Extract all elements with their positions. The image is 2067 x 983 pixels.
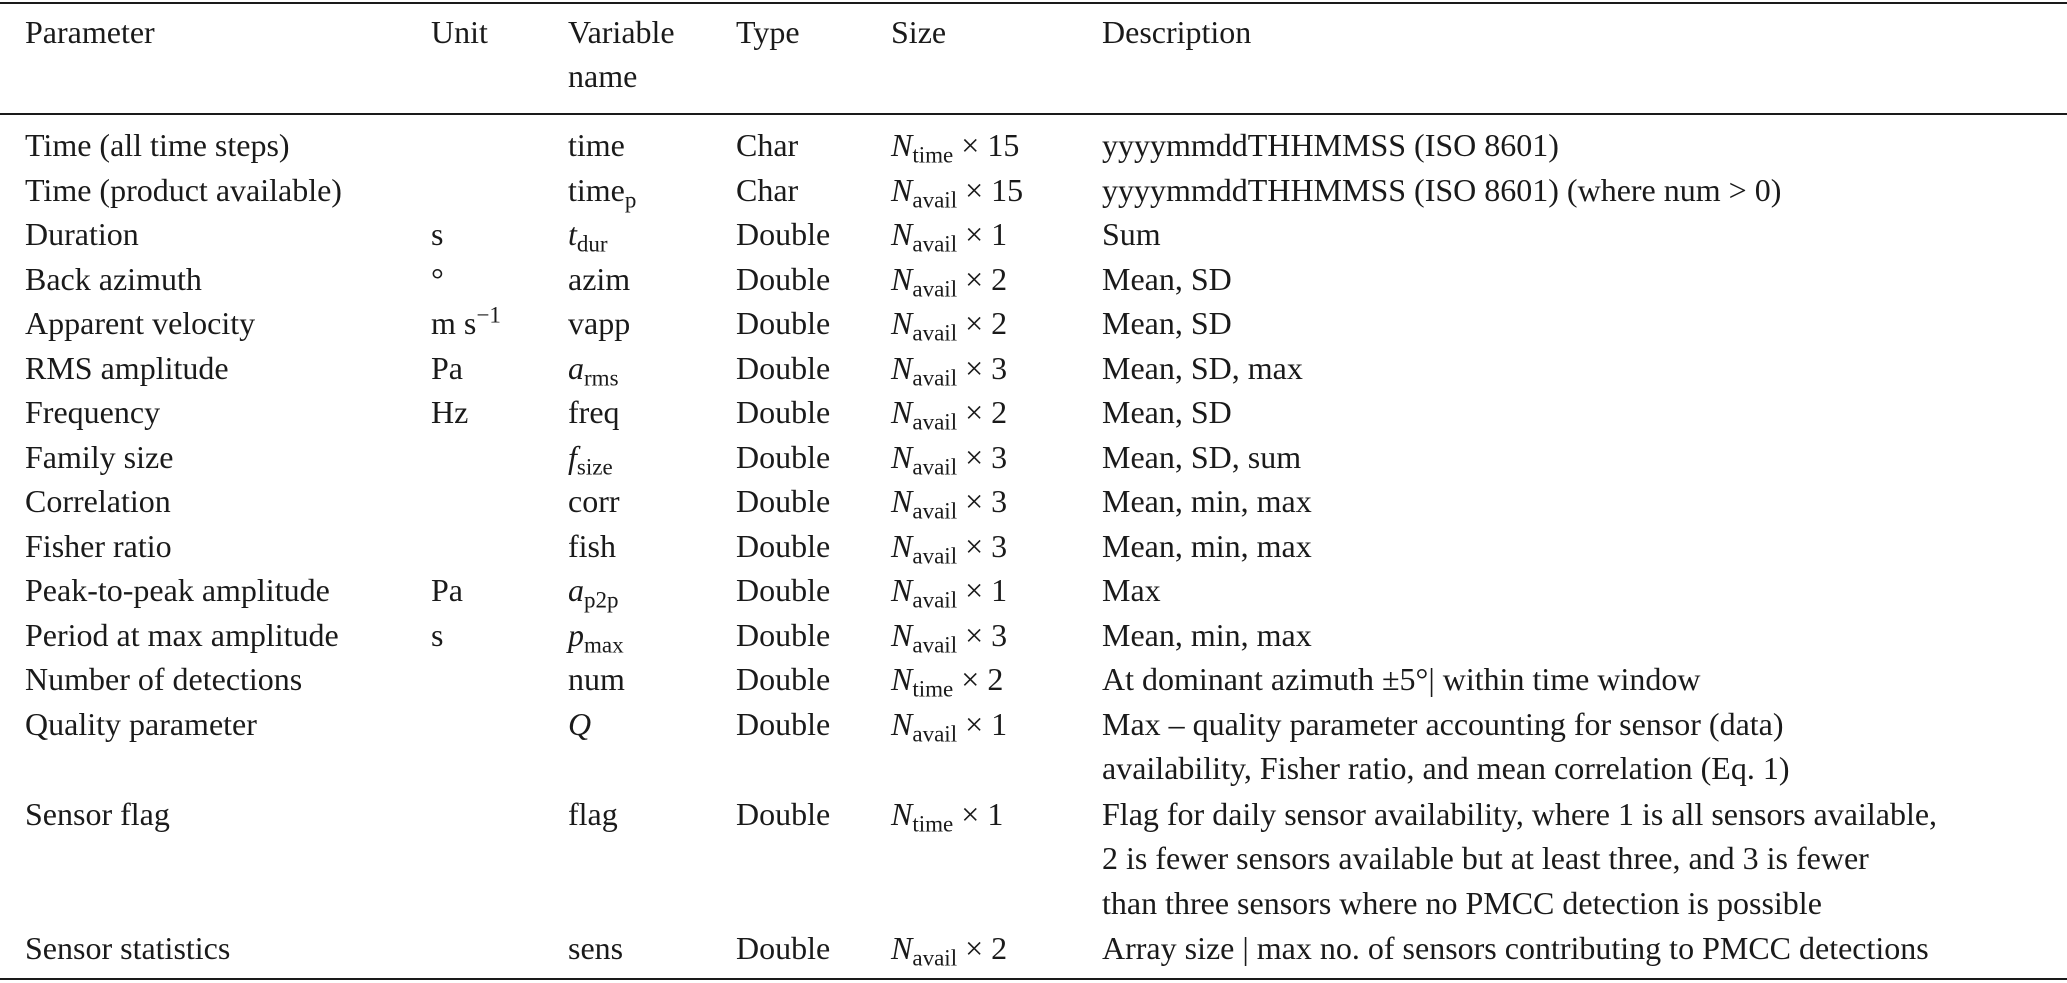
table-row [0,168,2067,213]
size-dimension: × 3 [957,483,1008,519]
cell-description: Mean, SD [1102,394,1232,430]
variable-symbol: freq [568,394,620,430]
cell-type: Double [736,527,831,564]
cell-type: Double [736,705,831,742]
cell-type: Double [736,483,831,519]
table-row [0,390,2067,435]
size-dimension: × 15 [953,127,1020,163]
size-subscript: avail [912,630,958,657]
cell-size [891,926,1007,970]
table-row [0,212,2067,257]
size-symbol: N [891,705,913,742]
cell-size [891,568,1007,612]
table-bottom-rule [0,978,2067,980]
size-subscript: avail [912,230,958,257]
cell-size [891,702,1007,746]
variable-symbol: fish [568,527,616,564]
size-dimension: × 2 [957,305,1008,341]
cell-description: than three sensors where no PMCC detection is possible [1102,884,1822,921]
size-subscript: time [912,675,954,702]
cell-parameter: Back azimuth [25,260,202,297]
cell-unit [431,390,468,434]
cell-parameter: Quality parameter [25,705,257,742]
variable-symbol: sens [568,930,624,966]
cell-type: Double [736,260,831,297]
cell-parameter: Period at max amplitude [25,616,339,653]
size-dimension: × 3 [957,349,1008,386]
size-subscript: avail [912,185,958,212]
cell-type: Double [736,661,831,697]
size-dimension: × 1 [957,216,1008,252]
size-dimension: × 15 [957,171,1024,208]
size-dimension: × 1 [953,795,1004,832]
variable-symbol: a [568,349,584,386]
cell-parameter: Apparent velocity [25,305,256,341]
variable-symbol: time [568,127,625,163]
cell-parameter: Family size [25,438,174,475]
variable-symbol: p [568,616,584,653]
cell-type: Double [736,216,831,252]
table-row [0,524,2067,569]
cell-size [891,123,1019,167]
size-subscript: time [912,141,954,168]
cell-description: Mean, min, max [1102,483,1312,519]
cell-size [891,524,1007,568]
cell-variable-name [568,568,619,612]
cell-size [891,435,1007,479]
unit-text: Pa [431,349,463,386]
header-unit: Unit [431,14,488,50]
table-row [0,613,2067,658]
cell-description: Mean, min, max [1102,527,1312,564]
cell-description: Max [1102,572,1161,608]
table-top-rule [0,2,2067,4]
cell-type: Double [736,616,831,653]
variable-subscript: size [576,452,613,479]
cell-size [891,168,1023,212]
cell-description: Mean, SD [1102,305,1232,341]
cell-parameter: Fisher ratio [25,527,172,564]
cell-size [891,257,1007,301]
cell-description: availability, Fisher ratio, and mean correlation (Eq. 1) [1102,750,1790,786]
header-description: Description [1102,14,1252,50]
variable-subscript: dur [576,230,608,257]
size-symbol: N [891,572,913,608]
cell-variable-name [568,926,623,970]
unit-text: s [431,216,444,252]
cell-parameter: Duration [25,216,139,252]
size-subscript: avail [912,497,958,524]
header-size: Size [891,14,947,50]
cell-size [891,613,1007,657]
cell-parameter: Sensor flag [25,795,170,832]
cell-size [891,479,1007,523]
cell-variable-name [568,702,591,746]
cell-description: 2 is fewer sensors available but at least three, and 3 is fewer [1102,840,1869,876]
cell-size [891,212,1007,256]
cell-description: Mean, SD [1102,260,1232,297]
cell-size [891,346,1007,390]
table-row [0,792,2067,926]
size-symbol: N [891,260,913,297]
table-row [0,123,2067,168]
size-symbol: N [891,171,913,208]
table-row [0,568,2067,613]
cell-variable-name [568,212,608,256]
cell-variable-name [568,479,620,523]
size-subscript: avail [912,586,958,613]
size-subscript: avail [912,944,958,971]
cell-parameter: Number of detections [25,661,303,697]
size-subscript: avail [912,719,958,746]
size-symbol: N [891,527,913,564]
table-row [0,657,2067,702]
variable-symbol: vapp [568,305,631,341]
size-dimension: × 3 [957,616,1008,653]
size-dimension: × 2 [957,394,1008,430]
cell-variable-name [568,613,624,657]
cell-size [891,301,1007,345]
size-symbol: N [891,305,913,341]
table-row [0,702,2067,791]
cell-type: Double [736,438,831,475]
cell-unit [431,301,501,345]
size-dimension: × 3 [957,527,1008,564]
cell-parameter: Time (product available) [25,171,342,208]
variable-symbol: Q [568,705,592,742]
cell-parameter: Frequency [25,394,161,430]
unit-text: m s [431,305,477,341]
table-row [0,479,2067,524]
cell-size [891,792,1003,836]
cell-description: Max – quality parameter accounting for sensor (data) [1102,705,1784,742]
cell-variable-name [568,657,625,701]
table-header [0,10,2067,110]
table-row [0,301,2067,346]
size-dimension: × 2 [957,930,1008,966]
variable-symbol: azim [568,260,631,297]
cell-description: At dominant azimuth ±5°| within time window [1102,661,1701,697]
variable-subscript: p2p [584,586,619,613]
cell-description: Mean, SD, sum [1102,438,1302,475]
cell-variable-name [568,301,630,345]
cell-size [891,657,1003,701]
cell-type: Char [736,127,799,163]
variable-symbol: num [568,661,625,697]
size-dimension: × 1 [957,705,1008,742]
size-subscript: avail [912,408,958,435]
size-symbol: N [891,616,913,653]
cell-variable-name [568,435,613,479]
size-subscript: avail [912,452,958,479]
size-subscript: avail [912,363,958,390]
cell-variable-name [568,390,620,434]
size-symbol: N [891,930,913,966]
cell-variable-name [568,524,616,568]
cell-variable-name [568,257,630,301]
unit-text: Hz [431,394,469,430]
cell-type: Double [736,795,831,832]
cell-description: Mean, min, max [1102,616,1312,653]
table-row [0,435,2067,480]
cell-unit [431,568,463,612]
variable-symbol: f [568,438,577,475]
variable-subscript: rms [584,363,619,390]
cell-variable-name [568,346,619,390]
variable-symbol: flag [568,795,618,832]
variable-subscript: max [584,630,624,657]
cell-parameter: Peak-to-peak amplitude [25,572,330,608]
cell-description: Mean, SD, max [1102,349,1303,386]
cell-type: Double [736,349,831,386]
cell-unit [431,346,463,390]
size-subscript: avail [912,541,958,568]
size-symbol: N [891,483,913,519]
table-row [0,926,2067,971]
cell-unit [431,212,443,256]
variable-symbol: t [568,216,577,252]
variable-symbol: time [568,171,625,208]
size-subscript: avail [912,274,958,301]
cell-parameter: Correlation [25,483,171,519]
cell-description: yyyymmddTHHMMSS (ISO 8601) (where num > 0) [1102,171,1782,208]
cell-variable-name [568,123,625,167]
header-type: Type [736,14,800,50]
cell-unit [431,613,443,657]
cell-description: yyyymmddTHHMMSS (ISO 8601) [1102,127,1559,163]
cell-variable-name [568,792,618,836]
size-dimension: × 2 [953,661,1004,697]
cell-description: Flag for daily sensor availability, where 1 is all sensors available, [1102,795,1938,832]
cell-type: Double [736,394,831,430]
cell-variable-name [568,168,636,212]
cell-unit [431,257,444,301]
size-symbol: N [891,349,913,386]
size-symbol: N [891,795,913,832]
size-symbol: N [891,394,913,430]
table-row [0,346,2067,391]
cell-description: Array size | max no. of sensors contributing to PMCC detections [1102,930,1929,966]
size-symbol: N [891,438,913,475]
cell-parameter: Sensor statistics [25,930,231,966]
size-subscript: time [912,809,954,836]
cell-type: Double [736,305,831,341]
unit-superscript: −1 [476,301,501,328]
cell-size [891,390,1007,434]
variable-symbol: corr [568,483,620,519]
size-symbol: N [891,661,913,697]
cell-description: Sum [1102,216,1161,252]
size-symbol: N [891,216,913,252]
table-header-rule [0,113,2067,115]
size-dimension: × 1 [957,572,1008,608]
unit-text: ° [431,260,444,297]
cell-type: Double [736,572,831,608]
size-subscript: avail [912,319,958,346]
cell-type: Double [736,930,831,966]
table-row [0,257,2067,302]
size-symbol: N [891,127,913,163]
unit-text: Pa [431,572,463,608]
variable-subscript: p [624,185,637,212]
size-dimension: × 2 [957,260,1008,297]
cell-parameter: Time (all time steps) [25,127,290,163]
header-variable-line2: name [568,58,638,94]
cell-type: Char [736,171,799,208]
unit-text: s [431,616,444,653]
variable-symbol: a [568,572,584,608]
header-parameter: Parameter [25,14,155,50]
header-variable-line1: Variable [568,14,675,50]
cell-parameter: RMS amplitude [25,349,229,386]
size-dimension: × 3 [957,438,1008,475]
